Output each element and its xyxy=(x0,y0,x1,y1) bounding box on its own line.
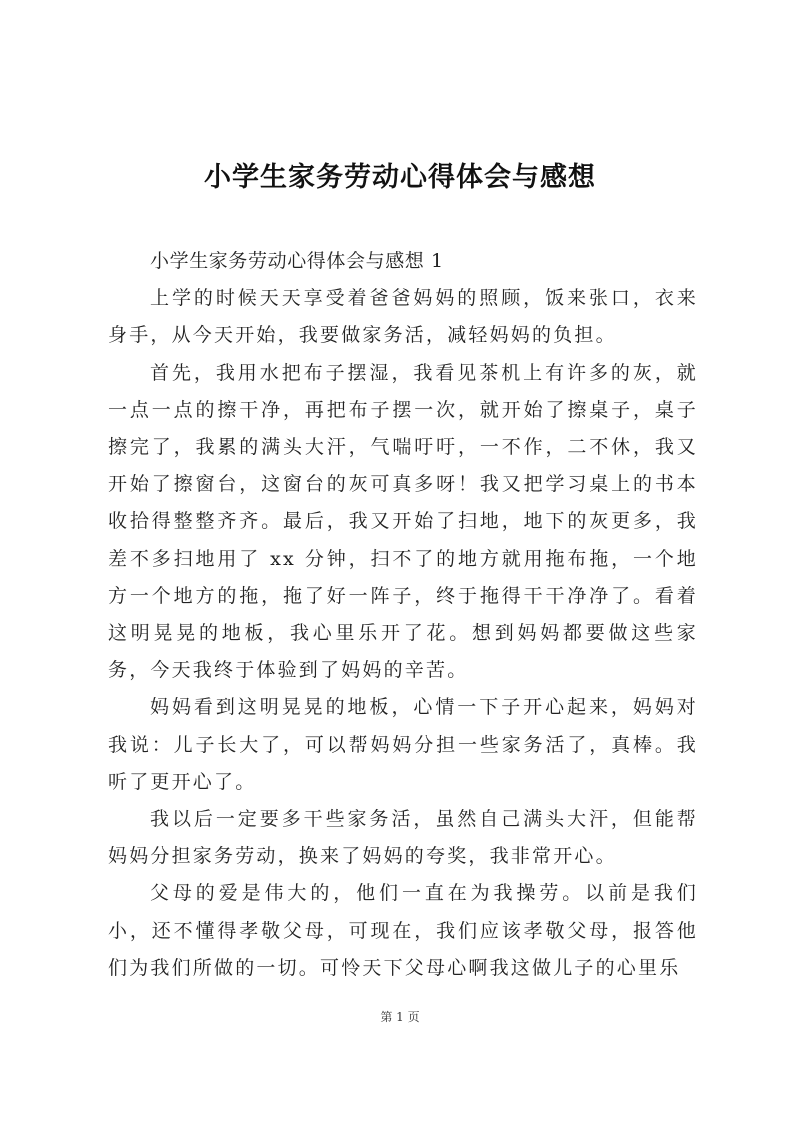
body-paragraph: 我以后一定要多干些家务活，虽然自己满头大汗，但能帮妈妈分担家务劳动，换来了妈妈的夸奖，我非常开心。 xyxy=(108,808,698,868)
body-paragraph: 首先，我用水把布子摆湿，我看见茶机上有许多的灰，就一点一点的擦干净，再把布子摆一次，就开始了擦桌子，桌子擦完了，我累的满头大汗，气喘吁吁，一不作，二不休，我又开始了擦窗台，这窗台的灰可真多呀！我又把学习桌上的书本收拾得整整齐齐。最后，我又开始了扫地，地下的灰更多，我差不多扫地用了 xx 分钟，扫不了的地方就用拖布拖，一个地方一个地方的拖，拖了好一阵子，终于拖得干干净净了。看着这明晃晃的地板，我心里乐开了花。想到妈妈都要做这些家务，今天我终于体验到了妈妈的辛苦。 xyxy=(108,361,698,682)
document-body xyxy=(108,243,698,987)
body-paragraph: 上学的时候天天享受着爸爸妈妈的照顾，饭来张口，衣来身手，从今天开始，我要做家务活，减轻妈妈的负担。 xyxy=(108,287,698,347)
page-number: 第 1 页 xyxy=(380,1010,420,1024)
section-heading: 小学生家务劳动心得体会与感想 1 xyxy=(150,250,444,272)
body-paragraph: 父母的爱是伟大的，他们一直在为我操劳。以前是我们小，还不懂得孝敬父母，可现在，我们应该孝敬父母，报答他们为我们所做的一切。可怜天下父母心啊我这做儿子的心里乐 xyxy=(108,882,698,979)
body-paragraph: 妈妈看到这明晃晃的地板，心情一下子开心起来，妈妈对我说：儿子长大了，可以帮妈妈分担一些家务活了，真棒。我听了更开心了。 xyxy=(108,696,698,793)
document-title: 小学生家务劳动心得体会与感想 xyxy=(204,162,596,193)
